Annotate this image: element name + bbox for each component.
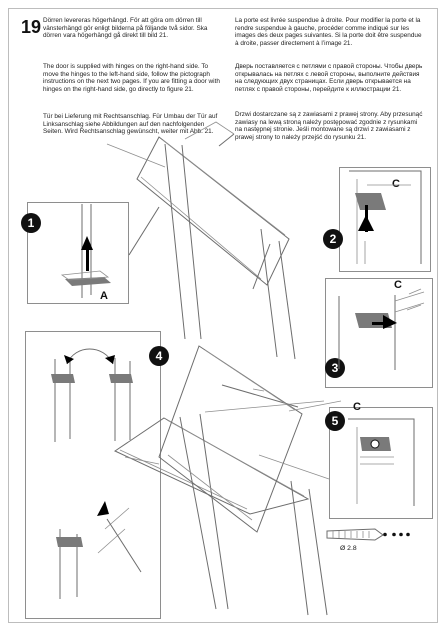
paragraph-french: La porte est livrée suspendue à droite. Pour modifier la porte et la rendre suspendue à gauche, procéder comme indiqué sur les images des deux pages suivantes. Si la porte doit être suspendue à droite, passer directement à l’image 21. — [235, 17, 424, 47]
step-badge-4: 4 — [149, 346, 169, 366]
paragraph-polish: Drzwi dostarczane są z zawiasami z prawej strony. Aby przesunąć zawiasy na lewą stroną należy postępować zgodnie z rysunkami na następnej stronie. Jeśli montowane są drzwi z zawiasami z prawej strony to należy przejść do rysunku 21. — [235, 111, 425, 141]
detail-4-illustration — [51, 349, 141, 599]
step-badge-5: 5 — [325, 411, 345, 431]
part-label-c-bottom: C — [353, 401, 361, 413]
screw-illustration — [327, 529, 410, 540]
paragraph-german: Tür bei Lieferung mit Rechtsanschlag. Für Umbau der Tür auf Linksanschlag siehe Abbildungen auf den nachfolgenden Seiten. Wird Rechtsanschlag gewünscht, weiter mit Abb. 21. — [43, 113, 220, 136]
part-label-c-mid: C — [394, 279, 402, 291]
detail-3-illustration — [339, 289, 424, 370]
step-number: 19 — [21, 17, 42, 37]
detail-5-illustration — [348, 419, 414, 506]
paragraph-english: The door is supplied with hinges on the right-hand side. To move the hinges to the left-hand side, follow the pictograph instructions on the next two pages. If you are fitting a door with hinges on the right-hand side, go directly to figure 21. — [43, 63, 222, 93]
upper-table-illustration — [107, 122, 295, 359]
screw-diameter-label: Ø 2.8 — [340, 545, 357, 552]
paragraph-russian: Дверь поставляется с петлями с правой стороны. Чтобы дверь открывалась на петлях с левой стороны, выполните действия на следующих двух страницах. Если дверь открывается на петлях с правой стороны, перейдите к иллюстрации 21. — [235, 63, 425, 93]
detail-2-illustration — [349, 171, 421, 264]
paragraph-swedish: Dörren levereras högerhängd. För att göra om dörren till vänsterhängd gör enligt bilderna på följande två sidor. Ska dörren vara högerhängd gå direkt till bild 21. — [43, 17, 210, 40]
step-badge-1: 1 — [21, 213, 41, 233]
step-badge-2: 2 — [323, 229, 343, 249]
step-badge-3: 3 — [325, 358, 345, 378]
instruction-illustration — [9, 9, 439, 624]
part-label-c-top: C — [392, 178, 400, 190]
part-label-a: A — [100, 290, 108, 302]
lower-table-illustration — [115, 346, 341, 615]
instruction-page — [8, 8, 438, 623]
detail-1-illustration — [62, 204, 111, 298]
